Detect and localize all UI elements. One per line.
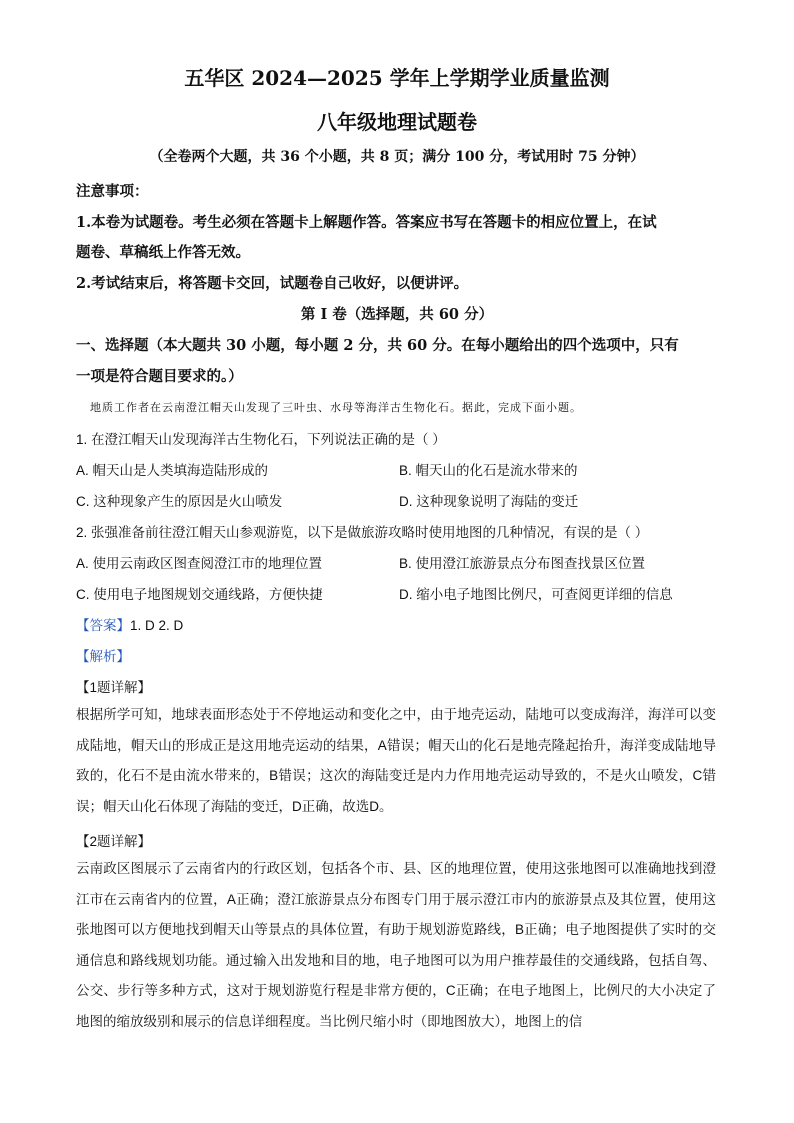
notes-item-2: 2.考试结束后，将答题卡交回，试题卷自己收好，以便讲评。	[76, 275, 469, 292]
question-1-option-b: B. 帽天山的化石是流水带来的	[399, 463, 578, 478]
analysis-tag: 【解析】	[76, 649, 130, 664]
question-intro: 地质工作者在云南澄江帽天山发现了三叶虫、水母等海洋古生物化石。据此，完成下面小题。	[90, 401, 582, 414]
q2-detail-text: 云南政区图展示了云南省内的行政区划，包括各个市、县、区的地理位置，使用这张地图可以准确地找到澄江市在云南省内的位置，A正确；澄江旅游景点分布图专门用于展示澄江市内的旅游景点及其位置，使用这张地图可以方便地找到帽天山等景点的具体位置，有助于规划游览路线，B正确；电子地图提供了实时的交通信息和路线规划功能。通过输入出发地和目的地，电子地图可以为用户推荐最佳的交通线路，包括自驾、公交、步行等多种方式，这对于规划游览行程是非常方便的，C正确；在电子地图上，比例尺的大小决定了地图的缩放级别和展示的信息详细程度。当比例尺缩小时（即地图放大），地图上的信	[76, 861, 716, 1029]
question-2-option-a: A. 使用云南政区图查阅澄江市的地理位置	[76, 556, 323, 571]
question-1-stem: 1. 在澄江帽天山发现海洋古生物化石，下列说法正确的是（ ）	[76, 432, 446, 447]
answer-tag: 【答案】	[76, 618, 130, 633]
question-2-option-b: B. 使用澄江旅游景点分布图查找景区位置	[399, 556, 646, 571]
question-1-option-d: D. 这种现象说明了海陆的变迁	[399, 494, 579, 509]
notes-item-1-line-1: 1.本卷为试题卷。考生必须在答题卡上解题作答。答案应书写在答题卡的相应位置上，在试	[76, 214, 657, 231]
q1-detail-heading: 【1题详解】	[76, 680, 152, 695]
question-2-stem: 2. 张强准备前往澄江帽天山参观游览，以下是做旅游攻略时使用地图的几种情况，有误的是（ ）	[76, 525, 649, 540]
section-1-line-1: 一、选择题（本大题共 30 小题，每小题 2 分，共 60 分。在每小题给出的四个选项中，只有	[76, 337, 679, 354]
page-subtitle: 八年级地理试题卷	[317, 110, 477, 134]
page-title: 五华区 2024—2025 学年上学期学业质量监测	[184, 66, 610, 90]
question-2-option-c: C. 使用电子地图规划交通线路，方便快捷	[76, 587, 323, 602]
question-1-option-a: A. 帽天山是人类填海造陆形成的	[76, 463, 269, 478]
notes-heading: 注意事项：	[76, 183, 149, 200]
section-1-line-2: 一项是符合题目要求的。）	[76, 368, 243, 385]
question-2-option-d: D. 缩小电子地图比例尺，可查阅更详细的信息	[399, 587, 673, 602]
exam-meta: （全卷两个大题，共 36 个小题，共 8 页；满分 100 分，考试用时 75 分钟）	[149, 149, 645, 165]
q1-detail-text: 根据所学可知，地球表面形态处于不停地运动和变化之中，由于地壳运动，陆地可以变成海洋，海洋可以变成陆地，帽天山的形成正是这用地壳运动的结果，A错误；帽天山的化石是地壳隆起抬升，海洋变成陆地导致的，化石不是由流水带来的，B错误；这次的海陆变迁是内力作用地壳运动导致的，不是火山喷发，C错误；帽天山化石体现了海陆的变迁，D正确，故选D。	[76, 707, 716, 814]
part-1-heading: 第 I 卷（选择题，共 60 分）	[300, 306, 494, 323]
question-1-option-c: C. 这种现象产生的原因是火山喷发	[76, 494, 283, 509]
notes-item-1-line-2: 题卷、草稿纸上作答无效。	[76, 244, 250, 261]
answer-text: 1. D 2. D	[130, 618, 184, 633]
answer-line	[76, 614, 183, 634]
q2-detail-heading: 【2题详解】	[76, 834, 152, 849]
